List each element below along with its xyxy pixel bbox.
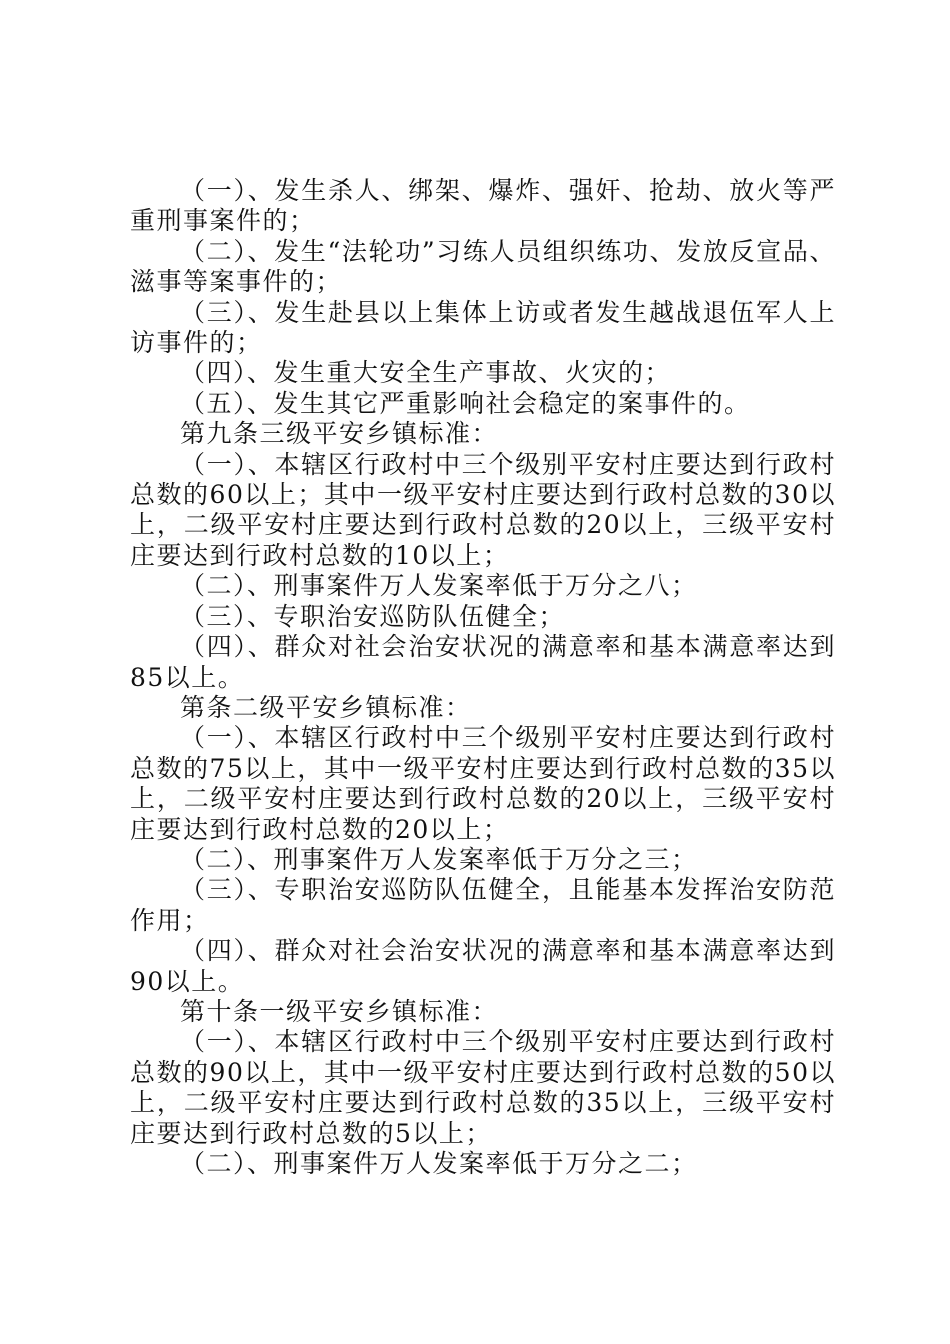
article-10-heading: 第十条一级平安乡镇标准： [180, 996, 499, 1026]
article-level-2-item-4: （四）、群众对社会治安状况的满意率和基本满意率达到90以上。 [130, 936, 836, 996]
article-level-2-heading: 第条二级平安乡镇标准： [180, 692, 472, 722]
clause-2-falungong: （二）、发生“法轮功”习练人员组织练功、发放反宣品、滋事等案事件的； [130, 236, 836, 297]
article-9-heading: 第九条三级平安乡镇标准： [180, 419, 499, 449]
article-10-item-2: （二）、刑事案件万人发案率低于万分之二； [180, 1149, 698, 1178]
article-level-2-item-2: （二）、刑事案件万人发案率低于万分之三； [180, 844, 698, 874]
article-level-2-item-3: （三）、专职治安巡防队伍健全，且能基本发挥治安防范作用； [130, 875, 836, 935]
article-9-item-1: （一）、本辖区行政村中三个级别平安村庄要达到行政村总数的60以上；其中一级平安村庄要达到行政村总数的30以上，二级平安村庄要达到行政村总数的20以上，三级平安村庄要达到行政村总数的10以上； [130, 449, 836, 570]
clause-3-petition: （三）、发生赴县以上集体上访或者发生越战退伍军人上访事件的； [130, 297, 836, 358]
clause-1-murder-kidnapping: （一）、发生杀人、绑架、爆炸、强奸、抢劫、放火等严重刑事案件的； [130, 176, 836, 236]
clause-5-stability: （五）、发生其它严重影响社会稳定的案事件的。 [180, 388, 751, 418]
article-level-2-item-1: （一）、本辖区行政村中三个级别平安村庄要达到行政村总数的75以上，其中一级平安村庄要达到行政村总数的35以上，二级平安村庄要达到行政村总数的20以上，三级平安村庄要达到行政村总数的20以上； [130, 723, 836, 844]
document-page [130, 176, 836, 1179]
clause-4-safety-accident: （四）、发生重大安全生产事故、火灾的； [180, 358, 672, 388]
article-9-item-4: （四）、群众对社会治安状况的满意率和基本满意率达到85以上。 [130, 632, 836, 692]
article-9-item-3: （三）、专职治安巡防队伍健全； [180, 601, 566, 631]
article-10-item-1: （一）、本辖区行政村中三个级别平安村庄要达到行政村总数的90以上，其中一级平安村庄要达到行政村总数的50以上，二级平安村庄要达到行政村总数的35以上，三级平安村庄要达到行政村总数的5以上； [130, 1027, 836, 1148]
article-9-item-2: （二）、刑事案件万人发案率低于万分之八； [180, 571, 698, 601]
